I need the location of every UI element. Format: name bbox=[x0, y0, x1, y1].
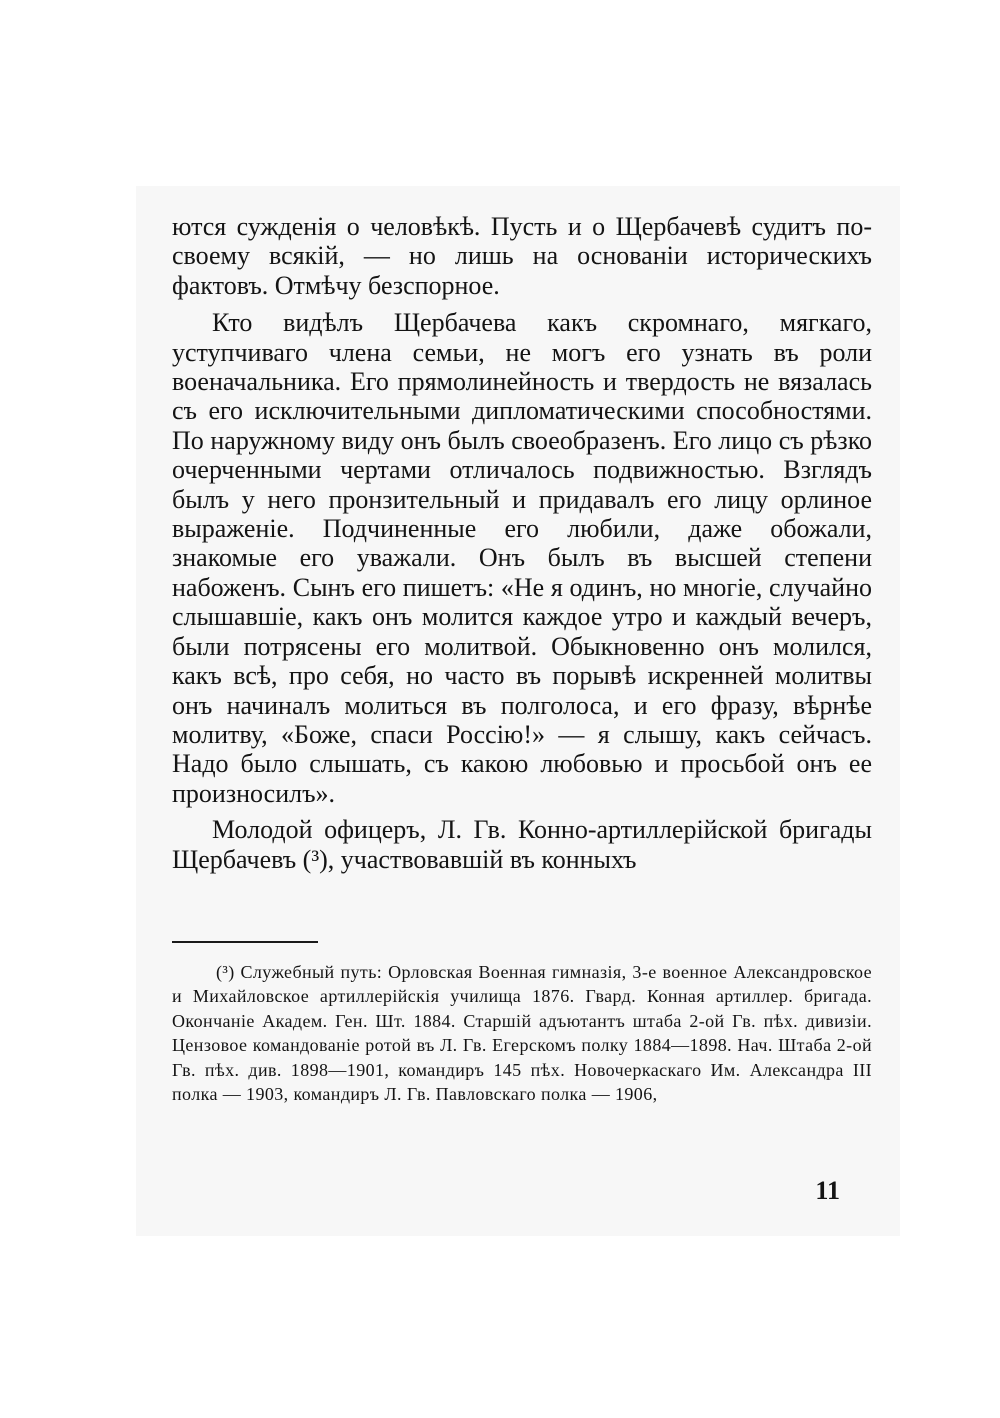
paragraph-2: Кто видѣлъ Щербачева какъ скромнаго, мягкаго, уступчиваго члена семьи, не могъ его узнать въ роли военачальника. Его прямолинейность и твердость не вязалась съ его исключительными дипломатическими способностями. По наружному виду онъ былъ своеобразенъ. Его лицо съ рѣзко очерченными чертами отличалось подвижностью. Взглядъ былъ у него пронзительный и придавалъ его лицу орлиное выраженіе. Подчиненные его любили, даже обожали, знакомые его уважали. Онъ былъ въ высшей степени набоженъ. Сынъ его пишетъ: «Не я одинъ, но многіе, случайно слышавшіе, какъ онъ молится каждое утро и каждый вечеръ, были потрясены его молитвой. Обыкновенно онъ молился, какъ всѣ, про себя, но часто въ порывѣ искренней молитвы онъ начиналъ молиться въ полголоса, и его фразу, вѣрнѣе молитву, «Боже, спаси Россію!» — я слышу, какъ сейчасъ. Надо было слышать, съ какою любовью и просьбой онъ ее произносилъ». bbox=[172, 308, 872, 808]
footnote-divider bbox=[172, 941, 318, 943]
page-number: 11 bbox=[815, 1176, 840, 1205]
footnote-text: (³) Служебный путь: Орловская Военная гимназія, 3-е военное Александровское и Михайловское артиллерійскія училища 1876. Гвард. Конная артиллер. бригада. Окончаніе Академ. Ген. Шт. 1884. Старшій адъютантъ штаба 2-ой Гв. пѣх. дивизіи. Цензовое командованіе ротой въ Л. Гв. Егерскомъ полку 1884—1898. Нач. Штаба 2-ой Гв. пѣх. див. 1898—1901, командиръ 145 пѣх. Новочеркаскаго Им. Александра III полка — 1903, командиръ Л. Гв. Павловскаго полка — 1906, bbox=[172, 962, 872, 1105]
paragraph-1: ются сужденія о человѣкѣ. Пусть и о Щербачевѣ судитъ по-своему всякій, — но лишь на основаніи историческихъ фактовъ. Отмѣчу безспорное. bbox=[172, 212, 872, 300]
footnote bbox=[172, 960, 872, 1106]
paragraph-3: Молодой офицеръ, Л. Гв. Конно-артиллерійской бригады Щербачевъ (³), участвовавшій въ конныхъ bbox=[172, 815, 872, 874]
body-text bbox=[172, 212, 872, 874]
